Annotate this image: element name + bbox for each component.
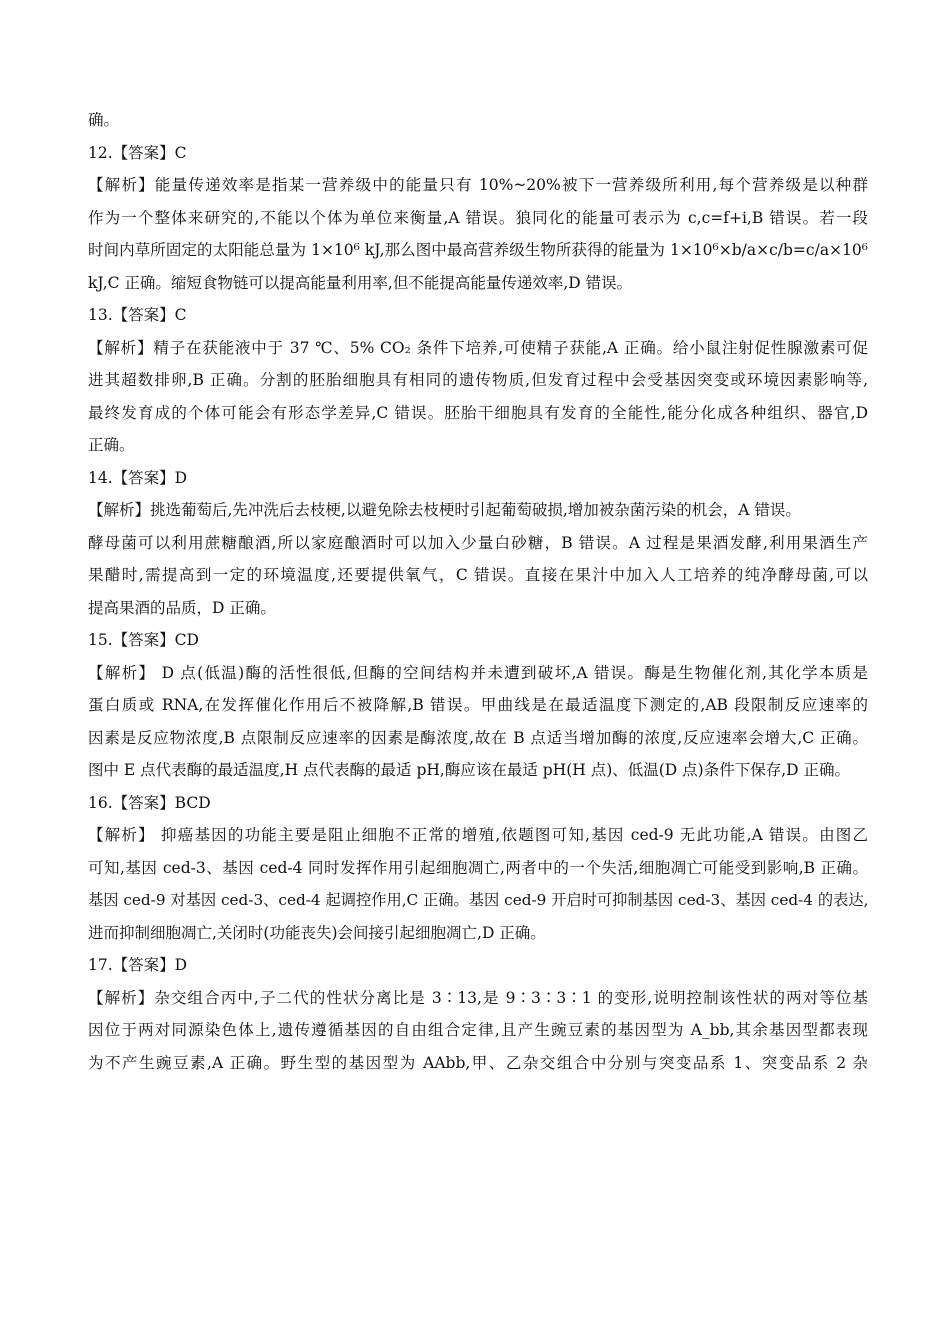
q17-line-1: 【解析】杂交组合丙中,子二代的性状分离比是 3∶13,是 9∶3∶3∶1 的变形,说明控制该性状的两对等位基 <box>88 988 868 1007</box>
q15-line-1: 【解析】 D 点(低温)酶的活性很低,但酶的空间结构并未遭到破坏,A 错误。酶是生物催化剂,其化学本质是 <box>88 663 868 682</box>
q15-line-2: 蛋白质或 RNA,在发挥催化作用后不被降解,B 错误。甲曲线是在最适温度下测定的,AB 段限制反应速率的 <box>88 696 868 714</box>
q13-line-1: 【解析】精子在获能液中于 37 ℃、5% CO₂ 条件下培养,可使精子获能,A 正确。给小鼠注射促性腺激素可促 <box>88 338 868 357</box>
q16-line-4: 进而抑制细胞凋亡,关闭时(功能丧失)会间接引起细胞凋亡,D 正确。 <box>88 923 546 942</box>
q12-line-3: 时间内草所固定的太阳能总量为 1×10⁶ kJ,那么图中最高营养级生物所获得的能量为 1×10⁶×b/a×c/b=c/a×10⁶ <box>88 241 868 259</box>
q16-line-2: 可知,基因 ced-3、基因 ced-4 同时发挥作用引起细胞凋亡,两者中的一个失活,细胞凋亡可能受到影响,B 正确。 <box>88 858 868 877</box>
answer-heading-13: 13.【答案】C <box>88 306 187 324</box>
answer-heading-16: 16.【答案】BCD <box>88 793 211 812</box>
q14-line-1: 【解析】挑选葡萄后,先冲洗后去枝梗,以避免除去枝梗时引起葡萄破损,增加被杂菌污染的机会，A 错误。 <box>88 501 801 519</box>
q16-line-3: 基因 ced-9 对基因 ced-3、ced-4 起调控作用,C 正确。基因 ced-9 开启时可抑制基因 ced-3、基因 ced-4 的表达, <box>88 891 869 909</box>
q15-line-4: 图中 E 点代表酶的最适温度,H 点代表酶的最适 pH,酶应该在最适 pH(H 点)、低温(D 点)条件下保存,D 正确。 <box>88 761 850 779</box>
q12-line-4: kJ,C 正确。缩短食物链可以提高能量利用率,但不能提高能量传递效率,D 错误。 <box>88 273 633 292</box>
q13-line-3: 最终发育成的个体可能会有形态学差异,C 错误。胚胎干细胞具有发育的全能性,能分化成各种组织、器官,D <box>88 403 868 422</box>
q14-line-3: 果醋时,需提高到一定的环境温度,还要提供氧气，C 错误。直接在果汁中加入人工培养的纯净酵母菌,可以 <box>88 566 868 584</box>
intro-tail: 确。 <box>88 111 120 129</box>
answer-explanations <box>88 110 868 1085</box>
q14-line-4: 提高果酒的品质，D 正确。 <box>88 598 276 617</box>
q12-line-1: 【解析】能量传递效率是指某一营养级中的能量只有 10%~20%被下一营养级所利用,每个营养级是以种群 <box>88 176 868 194</box>
answer-heading-15: 15.【答案】CD <box>88 631 199 649</box>
q15-line-3: 因素是反应物浓度,B 点限制反应速率的因素是酶浓度,故在 B 点适当增加酶的浓度,反应速率会增大,C 正确。 <box>88 728 868 747</box>
q16-line-1: 【解析】 抑癌基因的功能主要是阻止细胞不正常的增殖,依题图可知,基因 ced-9 无此功能,A 错误。由图乙 <box>88 826 868 844</box>
answer-heading-17: 17.【答案】D <box>88 956 188 974</box>
q14-line-2: 酵母菌可以利用蔗糖酿酒,所以家庭酿酒时可以加入少量白砂糖，B 错误。A 过程是果酒发酵,利用果酒生产 <box>88 533 868 552</box>
answer-heading-14: 14.【答案】D <box>88 468 188 487</box>
q17-line-3: 为不产生豌豆素,A 正确。野生型的基因型为 AAbb,甲、乙杂交组合中分别与突变品系 1、突变品系 2 杂 <box>88 1053 868 1072</box>
answer-heading-12: 12.【答案】C <box>88 143 187 162</box>
q13-line-2: 进其超数排卵,B 正确。分割的胚胎细胞具有相同的遗传物质,但发育过程中会受基因突变或环境因素影响等, <box>88 371 868 389</box>
q17-line-2: 因位于两对同源染色体上,遗传遵循基因的自由组合定律,且产生豌豆素的基因型为 A_bb,其余基因型都表现 <box>88 1021 868 1039</box>
q12-line-2: 作为一个整体来研究的,不能以个体为单位来衡量,A 错误。狼同化的能量可表示为 c,c=f+i,B 错误。若一段 <box>88 208 868 227</box>
q13-line-4: 正确。 <box>88 436 135 454</box>
